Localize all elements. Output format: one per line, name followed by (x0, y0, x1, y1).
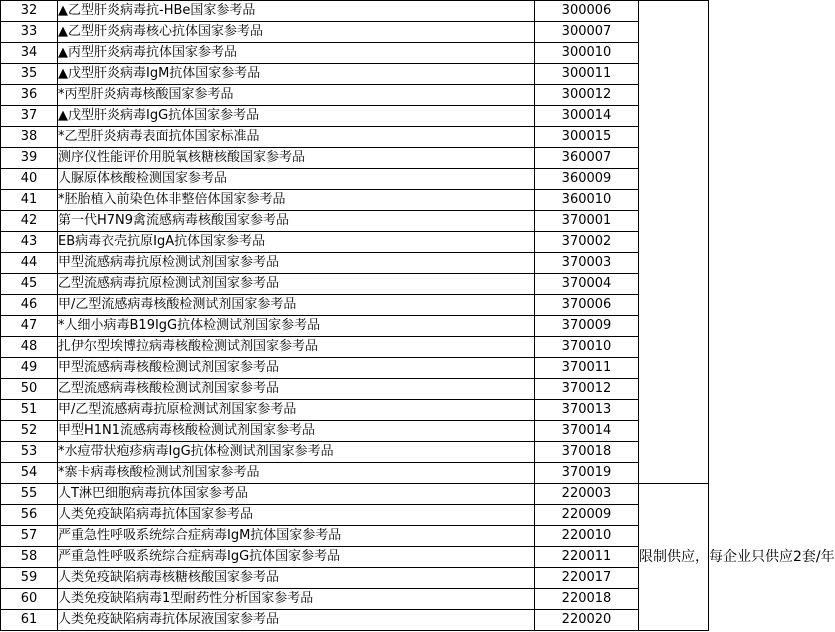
product-name-cell: ▲乙型肝炎病毒核心抗体国家参考品 (58, 22, 535, 43)
product-code-cell: 370006 (535, 295, 639, 316)
product-name-cell: 扎伊尔型埃博拉病毒核酸检测试剂国家参考品 (58, 337, 535, 358)
product-name-cell: *寨卡病毒核酸检测试剂国家参考品 (58, 463, 535, 484)
row-number-cell: 32 (1, 1, 58, 22)
row-number-cell: 54 (1, 463, 58, 484)
row-number-cell: 61 (1, 610, 58, 631)
row-number-cell: 45 (1, 274, 58, 295)
row-number-cell: 56 (1, 505, 58, 526)
product-name-cell: 乙型流感病毒核酸检测试剂国家参考品 (58, 379, 535, 400)
product-name-cell: 第一代H7N9禽流感病毒核酸国家参考品 (58, 211, 535, 232)
product-code-cell: 360010 (535, 190, 639, 211)
row-number-cell: 47 (1, 316, 58, 337)
table-row (1, 610, 709, 631)
table-row (1, 127, 709, 148)
product-code-cell: 370014 (535, 421, 639, 442)
supply-limit-remark: 限制供应，每企业只供应2套/年 (639, 484, 709, 631)
row-number-cell: 58 (1, 547, 58, 568)
row-number-cell: 35 (1, 64, 58, 85)
product-name-cell: 严重急性呼吸系统综合症病毒IgG抗体国家参考品 (58, 547, 535, 568)
product-name-cell: ▲乙型肝炎病毒抗-HBe国家参考品 (58, 1, 535, 22)
product-name-cell: *胚胎植入前染色体非整倍体国家参考品 (58, 190, 535, 211)
table-row (1, 463, 709, 484)
table-row (1, 190, 709, 211)
table-row (1, 379, 709, 400)
product-code-cell: 370001 (535, 211, 639, 232)
row-number-cell: 55 (1, 484, 58, 505)
table-row (1, 85, 709, 106)
product-code-cell: 370013 (535, 400, 639, 421)
product-name-cell: 严重急性呼吸系统综合症病毒IgM抗体国家参考品 (58, 526, 535, 547)
product-name-cell: ▲戊型肝炎病毒IgG抗体国家参考品 (58, 106, 535, 127)
table-row (1, 442, 709, 463)
product-name-cell: 甲型H1N1流感病毒核酸检测试剂国家参考品 (58, 421, 535, 442)
row-number-cell: 46 (1, 295, 58, 316)
table-row (1, 526, 709, 547)
row-number-cell: 41 (1, 190, 58, 211)
product-code-cell: 300012 (535, 85, 639, 106)
product-name-cell: 甲型流感病毒核酸检测试剂国家参考品 (58, 358, 535, 379)
product-code-cell: 370012 (535, 379, 639, 400)
table-row (1, 169, 709, 190)
product-code-cell: 300015 (535, 127, 639, 148)
product-code-cell: 300011 (535, 64, 639, 85)
row-number-cell: 44 (1, 253, 58, 274)
table-row (1, 22, 709, 43)
product-name-cell: 甲/乙型流感病毒核酸检测试剂国家参考品 (58, 295, 535, 316)
row-number-cell: 43 (1, 232, 58, 253)
table-row (1, 421, 709, 442)
row-number-cell: 53 (1, 442, 58, 463)
row-number-cell: 59 (1, 568, 58, 589)
row-number-cell: 34 (1, 43, 58, 64)
product-code-cell: 300007 (535, 22, 639, 43)
row-number-cell: 33 (1, 22, 58, 43)
product-name-cell: 测序仪性能评价用脱氧核糖核酸国家参考品 (58, 148, 535, 169)
product-code-cell: 370004 (535, 274, 639, 295)
row-number-cell: 52 (1, 421, 58, 442)
table-row (1, 505, 709, 526)
table-row (1, 274, 709, 295)
table-row (1, 148, 709, 169)
table-row (1, 337, 709, 358)
row-number-cell: 57 (1, 526, 58, 547)
product-code-cell: 300014 (535, 106, 639, 127)
row-number-cell: 36 (1, 85, 58, 106)
product-code-cell: 300006 (535, 1, 639, 22)
table-row (1, 1, 709, 22)
table-row (1, 43, 709, 64)
product-name-cell: ▲丙型肝炎病毒抗体国家参考品 (58, 43, 535, 64)
product-name-cell: EB病毒衣壳抗原IgA抗体国家参考品 (58, 232, 535, 253)
table-row (1, 64, 709, 85)
product-code-cell: 220011 (535, 547, 639, 568)
table-row (1, 232, 709, 253)
product-name-cell: *人细小病毒B19IgG抗体检测试剂国家参考品 (58, 316, 535, 337)
row-number-cell: 37 (1, 106, 58, 127)
row-number-cell: 50 (1, 379, 58, 400)
product-code-cell: 300010 (535, 43, 639, 64)
product-name-cell: 人类免疫缺陷病毒核糖核酸国家参考品 (58, 568, 535, 589)
product-name-cell: 人T淋巴细胞病毒抗体国家参考品 (58, 484, 535, 505)
product-code-cell: 220020 (535, 610, 639, 631)
product-code-cell: 370010 (535, 337, 639, 358)
product-name-cell: 人类免疫缺陷病毒抗体尿液国家参考品 (58, 610, 535, 631)
table-row (1, 295, 709, 316)
row-number-cell: 40 (1, 169, 58, 190)
table-row (1, 358, 709, 379)
product-code-cell: 370019 (535, 463, 639, 484)
product-name-cell: 人脲原体核酸检测国家参考品 (58, 169, 535, 190)
table-row (1, 547, 709, 568)
row-number-cell: 51 (1, 400, 58, 421)
row-number-cell: 42 (1, 211, 58, 232)
product-name-cell: *丙型肝炎病毒核酸国家参考品 (58, 85, 535, 106)
row-number-cell: 39 (1, 148, 58, 169)
product-code-cell: 220017 (535, 568, 639, 589)
product-code-cell: 370003 (535, 253, 639, 274)
product-code-cell: 220003 (535, 484, 639, 505)
table-row (1, 211, 709, 232)
product-name-cell: 人类免疫缺陷病毒1型耐药性分析国家参考品 (58, 589, 535, 610)
product-name-cell: 甲型流感病毒抗原检测试剂国家参考品 (58, 253, 535, 274)
product-code-cell: 370018 (535, 442, 639, 463)
remark-cell-empty (639, 1, 709, 484)
product-code-cell: 360009 (535, 169, 639, 190)
product-code-cell: 370011 (535, 358, 639, 379)
row-number-cell: 38 (1, 127, 58, 148)
product-code-cell: 360007 (535, 148, 639, 169)
product-code-cell: 220018 (535, 589, 639, 610)
product-name-cell: *水痘带状疱疹病毒IgG抗体检测试剂国家参考品 (58, 442, 535, 463)
product-name-cell: ▲戊型肝炎病毒IgM抗体国家参考品 (58, 64, 535, 85)
table-row (1, 316, 709, 337)
table-row (1, 589, 709, 610)
product-code-cell: 220010 (535, 526, 639, 547)
product-name-cell: 人类免疫缺陷病毒抗体国家参考品 (58, 505, 535, 526)
product-code-cell: 370002 (535, 232, 639, 253)
row-number-cell: 60 (1, 589, 58, 610)
table-row (1, 568, 709, 589)
product-code-cell: 220009 (535, 505, 639, 526)
table-row (1, 484, 709, 505)
product-code-cell: 370009 (535, 316, 639, 337)
table-body (1, 1, 835, 631)
product-name-cell: 乙型流感病毒抗原检测试剂国家参考品 (58, 274, 535, 295)
row-number-cell: 48 (1, 337, 58, 358)
product-name-cell: *乙型肝炎病毒表面抗体国家标准品 (58, 127, 535, 148)
product-name-cell: 甲/乙型流感病毒抗原检测试剂国家参考品 (58, 400, 535, 421)
table-row (1, 106, 709, 127)
table-row (1, 253, 709, 274)
table-row (1, 400, 709, 421)
row-number-cell: 49 (1, 358, 58, 379)
